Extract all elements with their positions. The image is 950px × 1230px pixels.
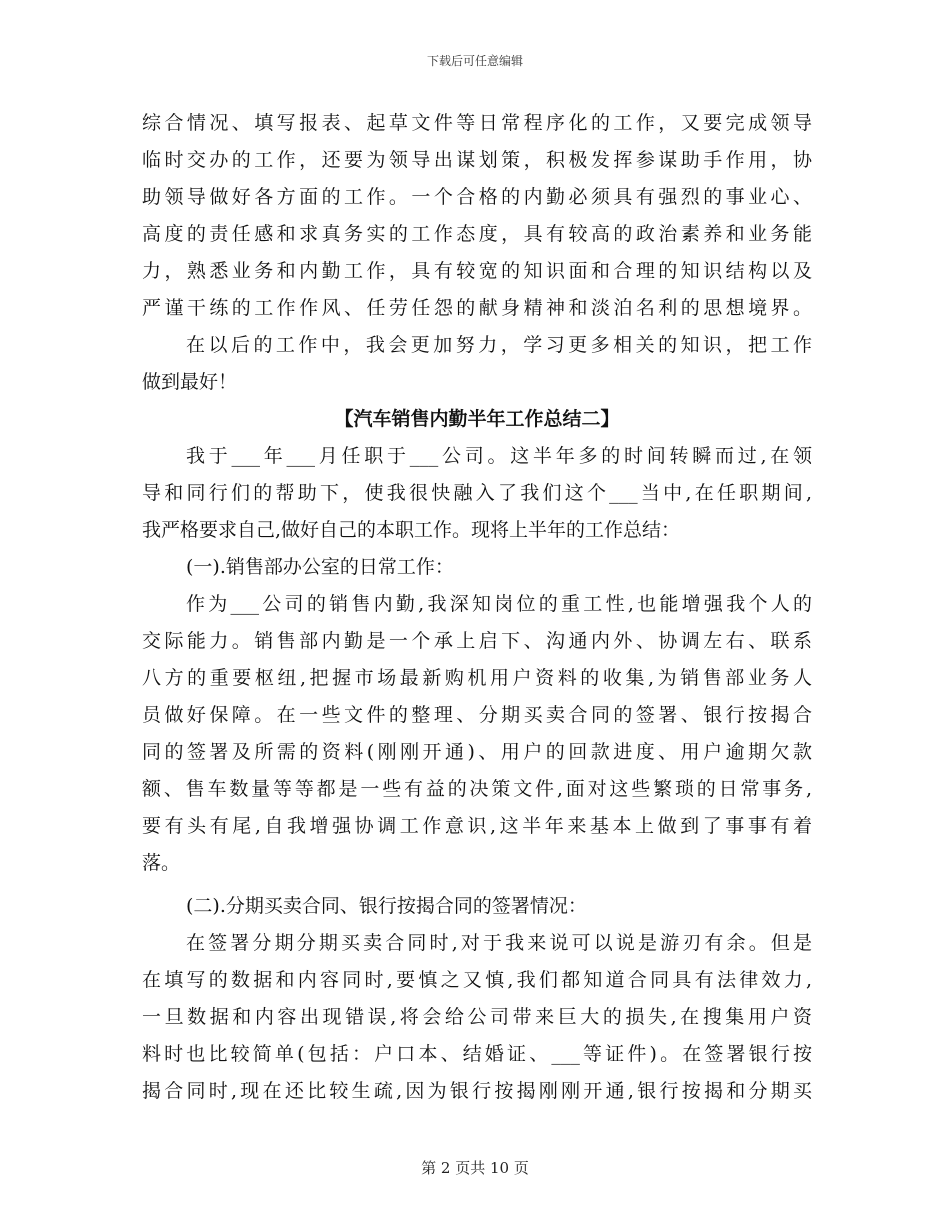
paragraph-line: 我严格要求自己,做好自己的本职工作。现将上半年的工作总结：: [142, 519, 681, 541]
paragraph-line: 落。: [142, 852, 181, 874]
paragraph-line: 综合情况、填写报表、起草文件等日常程序化的工作，又要完成领导: [142, 112, 812, 134]
paragraph-line: 交际能力。销售部内勤是一个承上启下、沟通内外、协调左右、联系: [142, 630, 812, 652]
paragraph-line: 要有头有尾,自我增强协调工作意识,这半年来基本上做到了事事有着: [142, 815, 812, 837]
section-title: 【汽车销售内勤半年工作总结二】: [334, 408, 620, 430]
paragraph-line: 揭合同时,现在还比较生疏,因为银行按揭刚刚开通,银行按揭和分期买: [142, 1080, 812, 1102]
paragraph-line: 做到最好！: [142, 371, 238, 393]
paragraph-line: 同的签署及所需的资料(刚刚开通)、用户的回款进度、用户逾期欠款: [142, 741, 812, 763]
page-header-note: 下载后可任意编辑: [426, 54, 523, 68]
paragraph-line: 严谨干练的工作作风、任劳任怨的献身精神和淡泊名利的思想境界。: [142, 297, 812, 319]
paragraph-line: 料时也比较简单(包括：户口本、结婚证、___等证件)。在签署银行按: [142, 1043, 812, 1065]
paragraph-line: 作为___公司的销售内勤,我深知岗位的重工性,也能增强我个人的: [186, 593, 812, 615]
paragraph-line: 助领导做好各方面的工作。一个合格的内勤必须具有强烈的事业心、: [142, 186, 812, 208]
paragraph-line: 我于___年___月任职于___公司。这半年多的时间转瞬而过,在领: [186, 445, 812, 467]
paragraph-line: 在以后的工作中，我会更加努力，学习更多相关的知识，把工作: [186, 334, 812, 356]
paragraph-line: 力，熟悉业务和内勤工作，具有较宽的知识面和合理的知识结构以及: [142, 260, 812, 282]
paragraph-line: 一旦数据和内容出现错误,将会给公司带来巨大的损失,在搜集用户资: [142, 1006, 812, 1028]
paragraph-line: 在签署分期分期买卖合同时,对于我来说可以说是游刃有余。但是: [186, 932, 812, 954]
paragraph-line: 高度的责任感和求真务实的工作态度，具有较高的政治素养和业务能: [142, 223, 812, 245]
paragraph-line: 员做好保障。在一些文件的整理、分期买卖合同的签署、银行按揭合: [142, 704, 812, 726]
paragraph-line: 八方的重要枢纽,把握市场最新购机用户资料的收集,为销售部业务人: [142, 667, 812, 689]
paragraph-line: 在填写的数据和内容同时,要慎之又慎,我们都知道合同具有法律效力,: [142, 969, 812, 991]
paragraph-line: 临时交办的工作，还要为领导出谋划策，积极发挥参谋助手作用，协: [142, 149, 812, 171]
paragraph-line: 额、售车数量等等都是一些有益的决策文件,面对这些繁琐的日常事务,: [142, 778, 812, 800]
document-body: [142, 105, 812, 1110]
subsection-heading: (一).销售部办公室的日常工作：: [186, 556, 454, 578]
subsection-heading: (二).分期买卖合同、银行按揭合同的签署情况：: [186, 895, 587, 917]
page-number: 第 2 页共 10 页: [421, 1159, 529, 1177]
paragraph-line: 导和同行们的帮助下，使我很快融入了我们这个___当中,在任职期间,: [142, 482, 812, 504]
